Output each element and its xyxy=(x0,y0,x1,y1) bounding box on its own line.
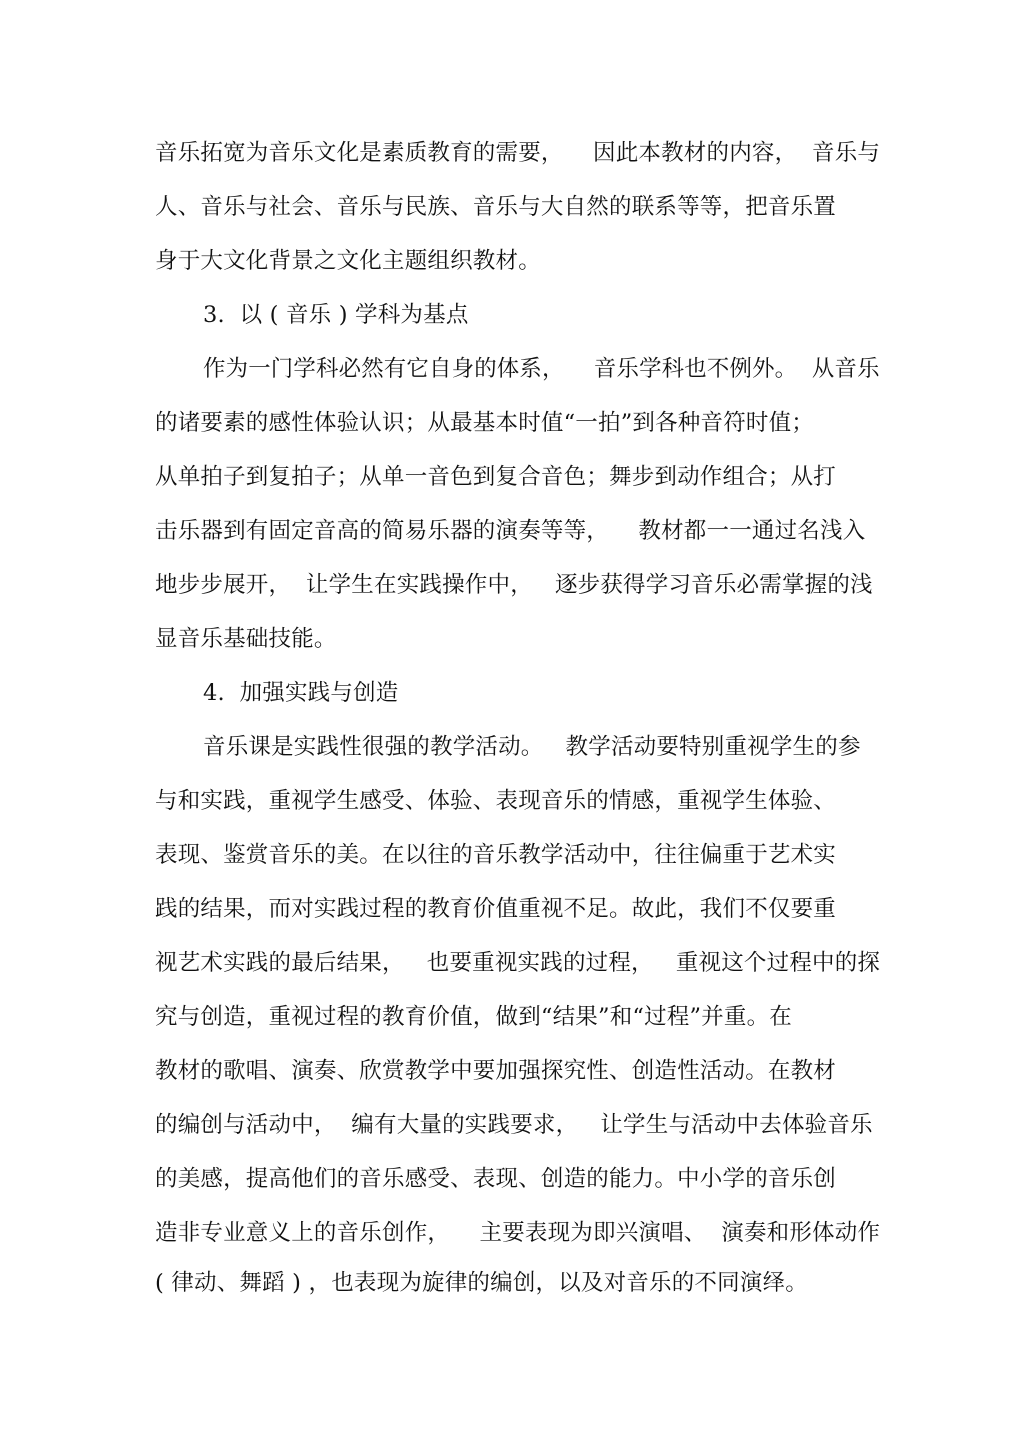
paragraph-line: 显音乐基础技能。 xyxy=(155,626,337,652)
section-heading-3: 3. 以 ( 音乐 ) 学科为基点 xyxy=(203,302,469,328)
paragraph-line: 践的结果，而对实践过程的教育价值重视不足。故此，我们不仅要重 xyxy=(155,896,837,922)
paragraph-line: 身于大文化背景之文化主题组织教材。 xyxy=(155,248,541,274)
section-heading-4: 4. 加强实践与创造 xyxy=(203,680,399,706)
paragraph-line: 音乐拓宽为音乐文化是素质教育的需要， 因此本教材的内容， 音乐与 xyxy=(155,140,881,166)
paragraph-line: 作为一门学科必然有它自身的体系， 音乐学科也不例外。 从音乐 xyxy=(203,356,880,382)
paragraph-line: 地步步展开， 让学生在实践操作中， 逐步获得学习音乐必需掌握的浅 xyxy=(155,572,873,598)
paragraph-line: 击乐器到有固定音高的简易乐器的演奏等等， 教材都一一通过名浅入 xyxy=(155,518,866,544)
paragraph-line: 表现、鉴赏音乐的美。在以往的音乐教学活动中，往往偏重于艺术实 xyxy=(155,842,837,868)
paragraph-line: 究与创造，重视过程的教育价值，做到“结果”和“过程”并重。在 xyxy=(155,1004,793,1030)
paragraph-line: 的美感，提高他们的音乐感受、表现、创造的能力。中小学的音乐创 xyxy=(155,1166,837,1192)
paragraph-line: ( 律动、舞蹈 ) ，也表现为旋律的编创，以及对音乐的不同演绎。 xyxy=(155,1270,808,1296)
paragraph-line: 造非专业意义上的音乐创作， 主要表现为即兴演唱、 演奏和形体动作 xyxy=(155,1220,881,1246)
paragraph-line: 的编创与活动中， 编有大量的实践要求， 让学生与活动中去体验音乐 xyxy=(155,1112,873,1138)
paragraph-line: 与和实践，重视学生感受、体验、表现音乐的情感，重视学生体验、 xyxy=(155,788,837,814)
paragraph-line: 的诸要素的感性体验认识；从最基本时值“一拍”到各种音符时值； xyxy=(155,410,815,436)
paragraph-line: 音乐课是实践性很强的教学活动。 教学活动要特别重视学生的参 xyxy=(203,734,861,760)
paragraph-line: 教材的歌唱、演奏、欣赏教学中要加强探究性、创造性活动。在教材 xyxy=(155,1058,837,1084)
paragraph-line: 视艺术实践的最后结果， 也要重视实践的过程， 重视这个过程中的探 xyxy=(155,950,881,976)
paragraph-line: 从单拍子到复拍子；从单一音色到复合音色；舞步到动作组合；从打 xyxy=(155,464,837,490)
paragraph-line: 人、音乐与社会、音乐与民族、音乐与大自然的联系等等，把音乐置 xyxy=(155,194,837,220)
